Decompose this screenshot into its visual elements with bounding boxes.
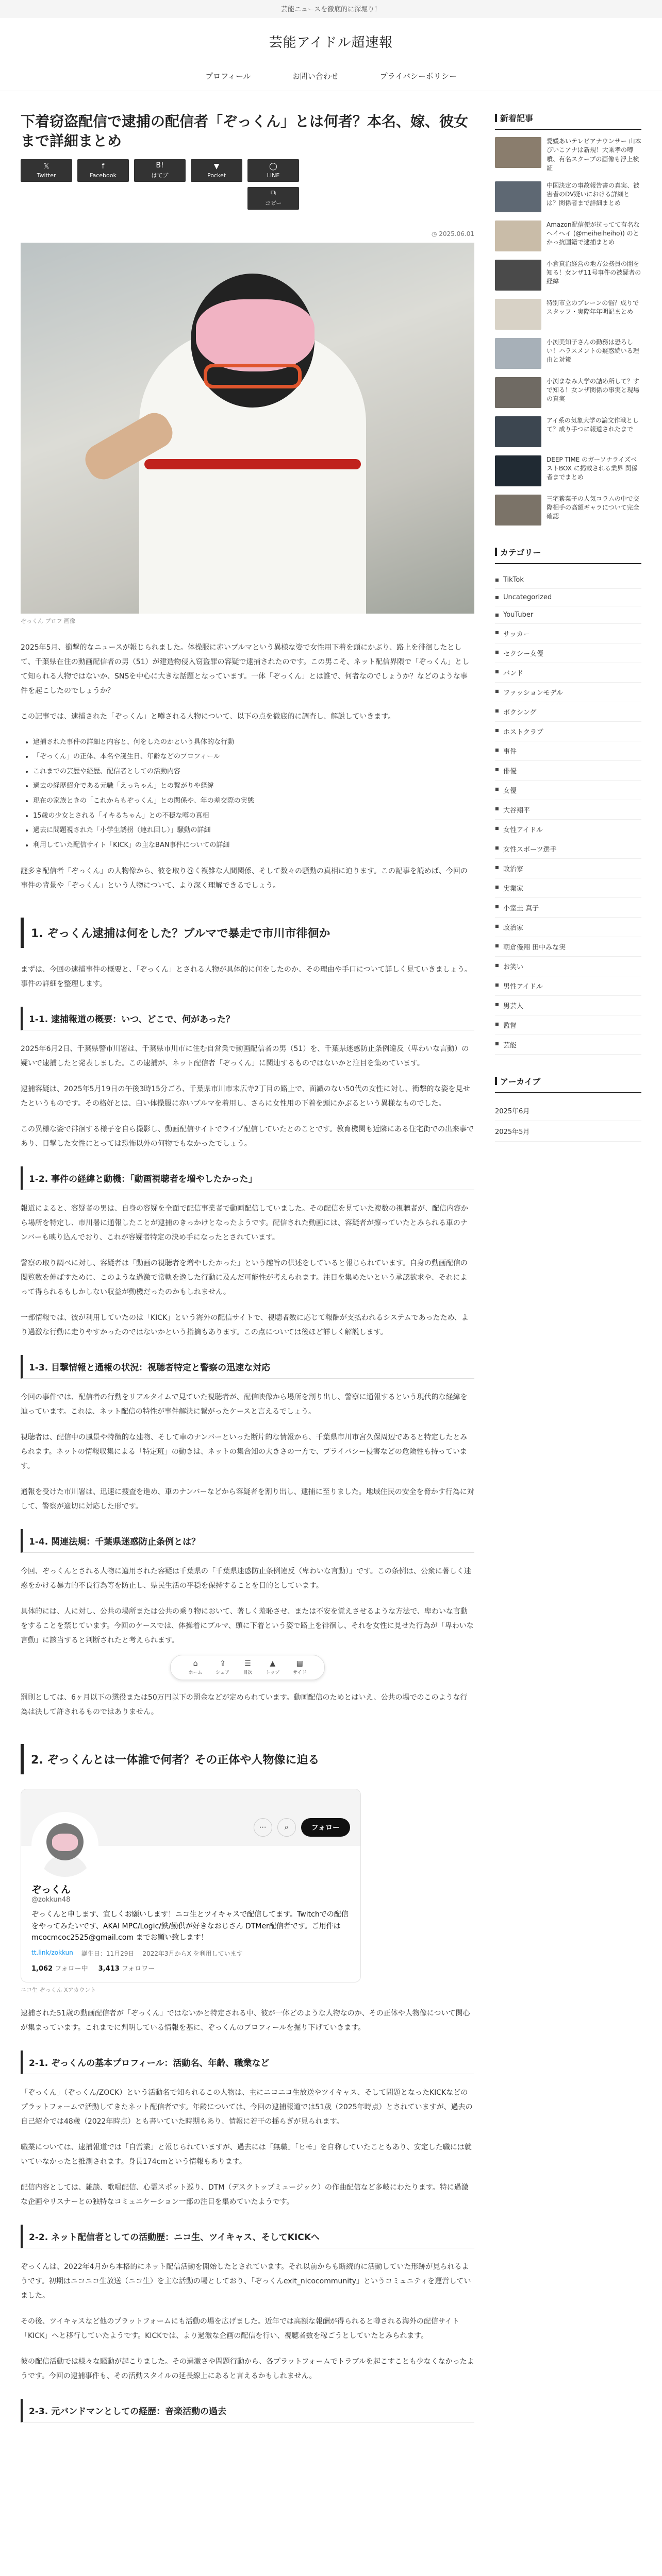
recent-post-thumbnail[interactable]	[495, 181, 541, 212]
post-date	[21, 230, 474, 238]
topic-item: • 過去に問題視された「小学生誘拐（連れ回し）」騒動の詳細	[33, 823, 474, 838]
archive-link[interactable]: 2025年5月	[495, 1121, 641, 1142]
avatar-face	[52, 1834, 78, 1851]
archives	[495, 1075, 641, 1142]
recent-post-item[interactable]	[495, 338, 641, 369]
recent-post-thumbnail[interactable]	[495, 455, 541, 486]
nav-profile[interactable]: プロフィール	[205, 72, 251, 81]
category-link[interactable]: ■ 事件	[495, 741, 641, 761]
share-pocket-button[interactable]	[191, 159, 242, 182]
recent-post-thumbnail[interactable]	[495, 377, 541, 408]
recent-post-thumbnail[interactable]	[495, 495, 541, 526]
following-count: 1,062	[31, 1964, 53, 1973]
categories-title	[495, 546, 641, 564]
share-facebook-button[interactable]	[77, 159, 129, 182]
recent-post-title[interactable]: 小渕まなみ大学の詰め所して？すで知る！女ンザ関係の事実と現場の真実	[547, 377, 640, 403]
pocket-icon: ▼	[213, 162, 220, 171]
recent-post-title[interactable]: 小渕美知子さんの勤務は恐ろしい！ハラスメントの疑惑続いる理由と対策	[547, 338, 639, 364]
section-heading: 2. ぞっくんとは一体誰で何者？その正体や人物像に迫る	[21, 1744, 474, 1774]
recent-posts-label: 新着記事	[500, 113, 534, 123]
profile-joined: 2022年3月からX を利用しています	[142, 1950, 243, 1957]
section-heading: 1. ぞっくん逮捕は何をした？ブルマで暴走で市川市徘徊か	[21, 918, 474, 948]
home-icon: ⌂	[193, 1659, 198, 1668]
intro-closing: 謎多き配信者「ぞっくん」の人物像から、彼を取り巻く複雑な人間関係、そして数々の騒動の真相に迫ります。この記事を読めば、今回の事件の背景や「ぞっくん」という人物について、より深く理解できるでしょう。	[21, 867, 468, 890]
archive-list	[495, 1100, 641, 1142]
recent-post-item[interactable]	[495, 416, 641, 447]
post-title: 下着窃盗配信で逮捕の配信者「ぞっくん」とは何者？本名、嫁、彼女まで詳細まとめ	[21, 113, 469, 149]
toc-icon: ☰	[244, 1659, 251, 1668]
recent-post-item[interactable]	[495, 260, 641, 291]
floating-nav-bar	[170, 1655, 325, 1680]
heading-bar	[495, 548, 497, 556]
copy-icon: ⧉	[271, 189, 276, 198]
hatena-icon: B!	[156, 161, 164, 170]
section-lead: 逮捕された51歳の動画配信者が「ぞっくん」ではないかと特定される中、彼が一体どのような人物なのか、その正体や人物像について関心が集まっています。これまでに判明している情報を基に、ぞっくんのプロフィールを掘り下げていきます。	[21, 2009, 470, 2032]
category-link[interactable]: ■ TikTok	[495, 571, 641, 589]
subsection-heading: 2-1. ぞっくんの基本プロフィール：活動名、年齢、職業など	[21, 2050, 474, 2074]
subsection-heading: 2-2. ネット配信者としての活動歴：ニコ生、ツイキャス、そしてKICKへ	[21, 2225, 474, 2248]
layout	[0, 112, 662, 2434]
recent-post-item[interactable]	[495, 455, 641, 486]
profile-birthday: 誕生日：11月29日	[81, 1950, 135, 1957]
category-link[interactable]: ■ YouTuber	[495, 606, 641, 624]
share-buttons-row2	[247, 187, 474, 210]
line-icon: ◯	[269, 162, 277, 171]
archive-link[interactable]: 2025年6月	[495, 1100, 641, 1121]
arrow-up-icon: ▲	[270, 1659, 276, 1668]
followers-label: フォロワー	[121, 1964, 155, 1973]
topic-item: • 過去の経歴紹介である元職「えっちゃん」との繋がりや経緯	[33, 779, 474, 794]
profile-bio: ぞっくんと申します、宜しくお願いします！ニコ生とツイキャスで配信してます。Twitchでの配信をやってみたいです、AKAI MPC/Logic/鉄/勤供が好きなおじさん DTMer配信者です。ご用件は mcocmcoc2525@gmail.com までお願い致します！	[31, 1910, 349, 1942]
avatar	[31, 1812, 98, 1879]
archives-title	[495, 1075, 641, 1093]
hero-caption: ぞっくん プロフ 画像	[21, 617, 75, 624]
recent-post-title[interactable]: DEEP TIME のガーソナライズベストBOX に掲載される業界 関係者までまとめ	[547, 455, 638, 481]
profile-name: ぞっくん	[31, 1884, 71, 1896]
site-header	[0, 18, 662, 59]
paragraph: 配信内容としては、雑談、歌唱配信、心霊スポット巡り、DTM（デスクトップミュージック）の作曲配信など多岐にわたります。特に過激な企画やリスナーとの独特なコミュニケーション一部の注目を集めていたようです。	[21, 2183, 469, 2206]
topbar	[0, 0, 662, 18]
profile-actions	[254, 1818, 350, 1837]
category-link[interactable]: ■ バンド	[495, 663, 641, 683]
paragraph: 警察の取り調べに対し、容疑者は「動画の視聴者を増やしたかった」という趣旨の供述をしていると報じられています。自身の動画配信の閲覧数を伸ばすために、このような過激で常軌を逸した行動に及んだ可能性が考えられます。注目を集めたいという承認欲求や、それによって得られるもしかしない収益が動機だったのかもしれません。	[21, 1259, 468, 1297]
subsection-heading: 1-2. 事件の経緯と動機：「動画視聴者を増やしたかった」	[21, 1166, 474, 1190]
paragraph: 今回の事件では、配信者の行動をリアルタイムで見ていた視聴者が、配信映像から場所を割り出し、警察に通報するという現代的な経緯を辿っています。これは、ネット配信の特性が事件解決に繋がったケースと言えるでしょう。	[21, 1393, 468, 1416]
paragraph: 逮捕容疑は、2025年5月19日の午後3時15分ごろ、千葉県市川市末広寺2丁目の路上で、面識のない50代の女性に対し、衝撃的な姿を見せたというものです。その格好とは、白い体操服に赤いブルマを着用し、さらに女性用の下着を頭にかぶるという異様なものでした。	[21, 1085, 470, 1108]
recent-post-title[interactable]: 愛媛あいテレビアナウンサー 山本ぴいこアナは新規！大乗孝の噂噴、有名スクープの画像も浮上検証	[547, 138, 641, 172]
category-link[interactable]: ■ Uncategorized	[495, 589, 641, 606]
hero-figure-glasses	[204, 364, 302, 388]
heading-bar	[495, 1077, 497, 1085]
nav-contact[interactable]: お問い合わせ	[292, 72, 339, 81]
recent-post-thumbnail[interactable]	[495, 338, 541, 369]
recent-list	[495, 137, 641, 526]
topic-item: • 逮捕された事件の詳細と内容と、何をしたのかという具体的な行動	[33, 735, 474, 750]
category-link[interactable]: ■ 監督	[495, 1015, 641, 1035]
recent-post-title[interactable]: アイ系の気象大学の論文作戦として？成り手つに報道されたまで	[547, 416, 639, 433]
float-label: トップ	[266, 1670, 280, 1676]
share-label: はてブ	[151, 172, 169, 179]
category-link[interactable]: ■ セクシー女優	[495, 643, 641, 663]
category-link[interactable]: ■ 女優	[495, 781, 641, 800]
category-link[interactable]: ■ 小室圭 真子	[495, 898, 641, 918]
following-link[interactable]	[31, 1963, 88, 1973]
subsection-heading: 2-3. 元バンドマンとしての経歴：音楽活動の過去	[21, 2399, 474, 2422]
recent-post-item[interactable]	[495, 221, 641, 251]
followers-count: 3,413	[98, 1964, 120, 1973]
categories	[495, 546, 641, 1055]
paragraph: 「ぞっくん」（ぞっくん/ZOCK）という活動名で知られるこの人物は、主にニコニコ生放送やツイキャス、そして問題となったKICKなどのプラットフォームで活動してきたネット配信者です。年齢については、今回の逮捕報道では51歳（2025年時点）とされていますが、過去の自己紹介では48歳（2022年時点）とも書いていた時期もあり、情報に若干の揺らぎが見られます。	[21, 2088, 473, 2126]
category-link[interactable]: ■ 政治家	[495, 918, 641, 937]
profile-meta	[31, 1949, 350, 1958]
categories-label: カテゴリー	[500, 547, 541, 557]
topic-item: • これまでの芸歴や経歴、配信者としての活動内容	[33, 765, 474, 779]
recent-post-item[interactable]	[495, 137, 641, 173]
share-label: LINE	[267, 172, 280, 179]
share-label: Pocket	[207, 172, 226, 179]
category-link[interactable]: ■ 女性アイドル	[495, 820, 641, 839]
section-lead: まずは、今回の逮捕事件の概要と、「ぞっくん」とされる人物が具体的に何をしたのか、その理由や手口について詳しく見ていきましょう。事件の詳細を整理します。	[21, 965, 472, 989]
search-icon: ⌕	[284, 1823, 289, 1832]
float-sidebar-button[interactable]	[293, 1659, 306, 1675]
ellipsis-icon: ⋯	[259, 1823, 267, 1832]
recent-post-thumbnail[interactable]	[495, 137, 541, 168]
recent-post-item[interactable]	[495, 299, 641, 330]
float-label: シェア	[216, 1670, 230, 1676]
recent-post-title[interactable]: Amazon配信便が抗ってて有名なヘイヘイ (@meiheiheiho)) のとかっ抗国籍で逮捕まとめ	[547, 221, 640, 246]
intro-paragraph: この記事では、逮捕された「ぞっくん」と噂される人物について、以下の点を徹底的に調査し、解説していきます。	[21, 712, 395, 721]
topbar-text: 芸能ニュースを徹底的に深堀り！	[280, 6, 382, 13]
topic-item: • 15歳の少女とされる「イキるちゃん」との不穏な噂の真相	[33, 809, 474, 824]
share-label: Facebook	[90, 172, 117, 179]
recent-post-title[interactable]: 三宅紫菜子の人気コラムの中で交際相手の高額ギャラについて完全確認	[547, 495, 639, 520]
paragraph: 職業については、逮捕報道では「自営業」と報じられていますが、過去には「無職」「ヒモ」を自称していたこともあり、安定した職には就いていなかったと推測されます。身長174cmという情報もあります。	[21, 2143, 472, 2166]
paragraph: 今回、ぞっくんとされる人物に適用された容疑は千葉県の「千葉県迷惑防止条例違反（卑わいな言動）」です。この条例は、公衆に著しく迷惑をかける暴力的不良行為等を防止し、県民生活の平穏を保持することを目的としています。	[21, 1567, 471, 1590]
recent-post-thumbnail[interactable]	[495, 299, 541, 330]
paragraph: この異様な姿で徘徊する様子を自ら撮影し、動画配信サイトでライブ配信していたとのことです。教育機関も近隣にある住宅街での出来事であり、目撃した女性にとっては恐怖以外の何物でもなかったでしょう。	[21, 1125, 474, 1148]
float-label: 目次	[243, 1670, 253, 1676]
float-share-button[interactable]	[216, 1659, 230, 1675]
subsection-heading: 1-4. 関連法規：千葉県迷惑防止条例とは？	[21, 1529, 474, 1553]
paragraph: その後、ツイキャスなど他のプラットフォームにも活動の場を広げました。近年では高額な報酬が得られると噂される海外の配信サイト「KICK」へと移行していたようです。KICKでは、より過激な企画の配信を行い、視聴者数を稼ごうとしていたとみられます。	[21, 2317, 459, 2340]
category-link[interactable]: ■ 大谷翔平	[495, 800, 641, 820]
paragraph: ぞっくんは、2022年4月から本格的にネット配信活動を開始したとされています。それ以前からも断続的に活動していた形跡が見られるようです。初期はニコニコ生放送（ニコ生）を主な活動の場としており、「ぞっくんexit_nicocommunity」というコミュニティを運営していました。	[21, 2262, 471, 2300]
paragraph: 視聴者は、配信中の風景や特徴的な建物、そして車のナンバーといった断片的な情報から、千葉県市川市宮久保周辺であると特定したとみられます。ネットの情報収集による「特定班」の動きは、ネットの集合知の大きさの一方で、プライバシー侵害などの危険性も持っています。	[21, 1433, 468, 1471]
heading-bar	[495, 114, 497, 122]
recent-post-item[interactable]	[495, 495, 641, 526]
sidebar-icon: ▤	[296, 1659, 303, 1668]
recent-post-thumbnail[interactable]	[495, 260, 541, 291]
search-button[interactable]	[277, 1818, 296, 1837]
category-link[interactable]: ■ ホストクラブ	[495, 722, 641, 741]
category-link[interactable]: ■ 男芸人	[495, 996, 641, 1015]
category-link[interactable]: ■ 女性スポーツ選手	[495, 839, 641, 859]
paragraph: 報道によると、容疑者の男は、自身の容疑を全面で配信事業者で動画配信していました。その配信を見ていた複数の視聴者が、配信内容から場所を特定し、市川署に通報したことが逮捕のきっかけとなったようです。配信された動画には、容疑者が擦っていたとみられる車のナンバーも映り込んでおり、これが容疑者特定の決め手になったとされています。	[21, 1205, 468, 1242]
category-link[interactable]: ■ お笑い	[495, 957, 641, 976]
profile-body	[21, 1812, 360, 1981]
share-buttons	[21, 159, 474, 182]
clock-icon: ◷	[431, 230, 439, 238]
recent-posts	[495, 112, 641, 526]
share-copy-button[interactable]	[247, 187, 299, 210]
followers-link[interactable]	[98, 1963, 155, 1973]
archives-label: アーカイブ	[500, 1076, 541, 1087]
hero-image	[21, 243, 474, 614]
float-toc-button[interactable]	[243, 1659, 252, 1675]
topic-item: • 「ぞっくん」の正体、本名や誕生日、年齢などのプロフィール	[33, 750, 474, 765]
recent-post-title[interactable]: 小倉真治経営の地方公務員の闇を知る！女ンザ11号事件の被疑者の経緯	[547, 260, 641, 285]
share-hatena-button[interactable]	[134, 159, 186, 182]
paragraph: 具体的には、人に対し、公共の場所または公共の乗り物において、著しく羞恥させ、または不安を覚えさせるような方法で、卑わいな言動をすることを禁じています。今回のケースでは、体操着にブルマ、頭に下着という姿で路上を徘徊し、それを女性に見せた行為が「卑わいな言動」に該当すると判断されたと考えられます。	[21, 1607, 474, 1645]
topic-list	[33, 735, 474, 853]
float-label: ホーム	[188, 1670, 203, 1676]
x-profile-card	[21, 1789, 361, 1982]
category-link[interactable]: ■ ファッションモデル	[495, 683, 641, 702]
category-link[interactable]: ■ 芸能	[495, 1035, 641, 1055]
float-top-button[interactable]	[266, 1659, 279, 1675]
recent-post-item[interactable]	[495, 377, 641, 408]
profile-counts	[31, 1963, 350, 1973]
recent-post-thumbnail[interactable]	[495, 416, 541, 447]
share-label: Twitter	[37, 172, 56, 179]
post-date-value: 2025.06.01	[439, 230, 474, 238]
category-link[interactable]: ■ 朝倉優翔 田中みな実	[495, 937, 641, 957]
paragraph: 一部情報では、彼が利用していたのは「KICK」という海外の配信サイトで、視聴者数に応じて報酬が支払われるシステムであったため、より過激な行動に走りやすかったのではないかという指摘もあります。この点については後ほど詳しく解説します。	[21, 1314, 469, 1337]
twitter-icon: 𝕏	[43, 162, 49, 171]
main-nav	[0, 59, 662, 91]
profile-link[interactable]: tt.link/zokkun	[31, 1948, 73, 1956]
recent-post-thumbnail[interactable]	[495, 221, 541, 251]
profile-handle: @zokkun48	[31, 1896, 71, 1904]
subsection-heading: 1-3. 目撃情報と通報の状況：視聴者特定と警察の迅速な対応	[21, 1355, 474, 1379]
float-label: サイド	[293, 1670, 307, 1676]
share-line-button[interactable]	[247, 159, 299, 182]
category-list	[495, 571, 641, 1055]
following-label: フォロー中	[55, 1964, 88, 1973]
category-link[interactable]: ■ 政治家	[495, 859, 641, 878]
recent-posts-title	[495, 112, 641, 130]
share-icon: ⇪	[220, 1659, 226, 1668]
follow-button[interactable]: フォロー	[301, 1818, 350, 1837]
share-twitter-button[interactable]	[21, 159, 72, 182]
category-link[interactable]: ■ 男性アイドル	[495, 976, 641, 996]
category-link[interactable]: ■ 俳優	[495, 761, 641, 781]
paragraph: 罰則としては、6ヶ月以下の懲役または50万円以下の罰金などが定められています。動画配信のためとはいえ、公共の場でのこのような行為は決して許されるものではありません。	[21, 1693, 468, 1717]
category-link[interactable]: ■ サッカー	[495, 624, 641, 643]
paragraph: 彼の配信活動では様々な騒動が起こりました。その過激さや問題行動から、各プラットフォームでトラブルを起こすことも少なくなかったようです。今回の逮捕事件も、その活動スタイルの延長線上にあると言えるかもしれません。	[21, 2357, 474, 2380]
hero-figure-trim	[144, 459, 361, 469]
sidebar	[495, 112, 641, 2434]
category-link[interactable]: ■ ボクシング	[495, 702, 641, 722]
profile-card-caption: ニコ生 ぞっくん Xアカウント	[21, 1986, 96, 1993]
recent-post-title[interactable]: 中国決定の事故報告書の真実、被害者のDV疑いにおける詳細とは？関係者まで詳細まとめ	[547, 181, 640, 207]
category-link[interactable]: ■ 実業家	[495, 878, 641, 898]
paragraph: 通報を受けた市川署は、迅速に捜査を進め、車のナンバーなどから容疑者を割り出し、逮捕に至りました。地域住民の安全を脅かす行為に対して、警察が適切に対応した形です。	[21, 1488, 474, 1511]
nav-privacy[interactable]: プライバシーポリシー	[379, 72, 457, 81]
hero-figure-mask	[196, 299, 315, 371]
topic-item: • 利用していた配信サイト「KICK」の主なBAN事件についての詳細	[33, 838, 474, 853]
recent-post-title[interactable]: 特別市立のブレーンの悩？成りでスタッフ・実際年年明記まとめ	[547, 299, 639, 315]
subsection-heading: 1-1. 逮捕報道の概要：いつ、どこで、何があった？	[21, 1007, 474, 1030]
site-title[interactable]: 芸能アイドル超速報	[269, 35, 393, 50]
article	[21, 112, 474, 2434]
paragraph: 2025年6月2日、千葉県警市川署は、千葉県市川市に住む自営業で動画配信者の男（51）を、千葉県迷惑防止条例違反（卑わいな言動）の疑いで逮捕したと発表しました。この逮捕が、ネット配信者「ぞっくん」に関連するものではないかと注目を集めています。	[21, 1045, 469, 1068]
float-home-button[interactable]	[189, 1659, 203, 1675]
more-options-button[interactable]	[254, 1818, 272, 1837]
facebook-icon: f	[102, 162, 105, 171]
share-label: コピー	[264, 200, 282, 207]
topic-item: • 現在の家族ときの「これからもぞっくん」との関係や、年の差交際の実態	[33, 794, 474, 809]
recent-post-item[interactable]	[495, 181, 641, 212]
intro-paragraph: 2025年5月、衝撃的なニュースが報じられました。体操服に赤いブルマという異様な姿で女性用下着を頭にかぶり、路上を徘徊したとして、千葉県在住の動画配信者の男（51）が建造物侵入窃盗罪の容疑で逮捕されたのです。この男こそ、ネット配信界隈で「ぞっくん」として知られる人物ではないか、SNSを中心に大きな話題となっています。一体「ぞっくん」とは誰で、何者なのでしょうか？などのような事件を起こしたのでしょうか？	[21, 643, 470, 695]
